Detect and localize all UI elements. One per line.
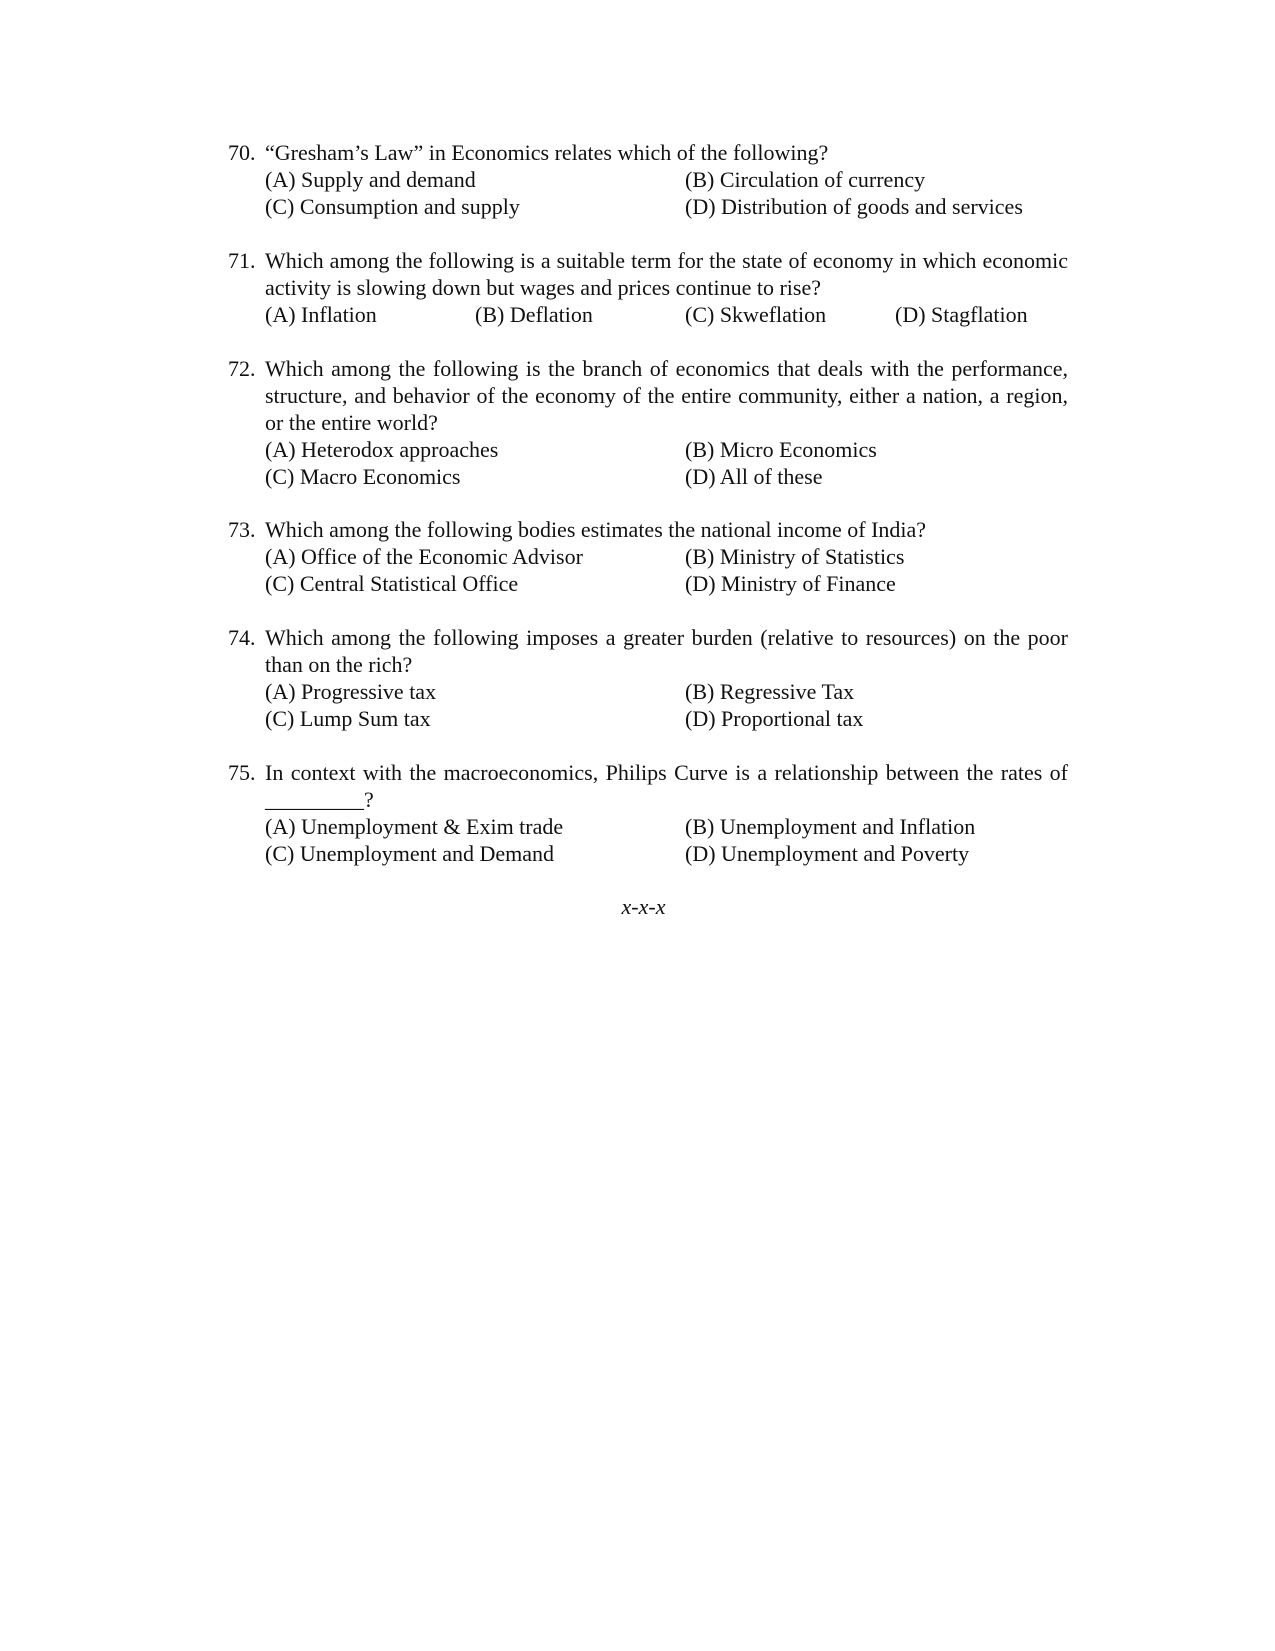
option-c: (C) Macro Economics	[265, 464, 461, 489]
option-d: (D) Ministry of Finance	[685, 571, 896, 596]
question-74	[228, 624, 1068, 732]
end-mark-text: x-x-x	[621, 894, 666, 919]
option-a: (A) Progressive tax	[265, 679, 437, 704]
option-b: (B) Micro Economics	[685, 437, 877, 462]
end-of-section-mark	[0, 893, 1275, 920]
question-number: 70.	[228, 140, 256, 165]
question-text: Which among the following imposes a greater burden (relative to resources) on the poor than on the rich?	[265, 625, 1068, 677]
question-text: In context with the macroeconomics, Philips Curve is a relationship between the rates of _________?	[265, 760, 1068, 812]
question-75	[228, 759, 1068, 867]
option-d: (D) Unemployment and Poverty	[685, 841, 970, 866]
question-70	[228, 139, 1068, 220]
question-73	[228, 516, 1068, 597]
options-list	[265, 436, 1068, 490]
options-list	[265, 678, 1068, 732]
option-b: (B) Deflation	[475, 302, 593, 327]
option-a: (A) Heterodox approaches	[265, 437, 499, 462]
option-d: (D) Stagflation	[895, 302, 1028, 327]
option-c: (C) Central Statistical Office	[265, 571, 519, 596]
option-a: (A) Office of the Economic Advisor	[265, 544, 583, 569]
option-c: (C) Unemployment and Demand	[265, 841, 554, 866]
question-number: 74.	[228, 625, 256, 650]
option-b: (B) Ministry of Statistics	[685, 544, 905, 569]
option-b: (B) Regressive Tax	[685, 679, 855, 704]
option-d: (D) All of these	[685, 464, 823, 489]
question-number: 72.	[228, 356, 256, 381]
question-number: 75.	[228, 760, 256, 785]
question-text: Which among the following is a suitable term for the state of economy in which economic activity is slowing down but wages and prices continue to rise?	[265, 248, 1068, 300]
question-text: Which among the following is the branch of economics that deals with the performance, structure, and behavior of the economy of the entire community, either a nation, a region, or the entire world?	[265, 356, 1068, 435]
option-d: (D) Distribution of goods and services	[685, 194, 1023, 219]
options-list	[265, 301, 1068, 328]
question-text: “Gresham’s Law” in Economics relates which of the following?	[265, 140, 829, 165]
question-71	[228, 247, 1068, 328]
option-b: (B) Unemployment and Inflation	[685, 814, 976, 839]
option-c: (C) Consumption and supply	[265, 194, 520, 219]
options-list	[265, 166, 1068, 220]
options-list	[265, 543, 1068, 597]
question-number: 73.	[228, 517, 256, 542]
question-72	[228, 355, 1068, 490]
question-text: Which among the following bodies estimates the national income of India?	[265, 517, 927, 542]
option-a: (A) Inflation	[265, 302, 377, 327]
option-b: (B) Circulation of currency	[685, 167, 926, 192]
option-c: (C) Lump Sum tax	[265, 706, 431, 731]
option-c: (C) Skweflation	[685, 302, 827, 327]
option-a: (A) Supply and demand	[265, 167, 476, 192]
options-list	[265, 813, 1068, 867]
question-number: 71.	[228, 248, 256, 273]
option-a: (A) Unemployment & Exim trade	[265, 814, 564, 839]
option-d: (D) Proportional tax	[685, 706, 864, 731]
